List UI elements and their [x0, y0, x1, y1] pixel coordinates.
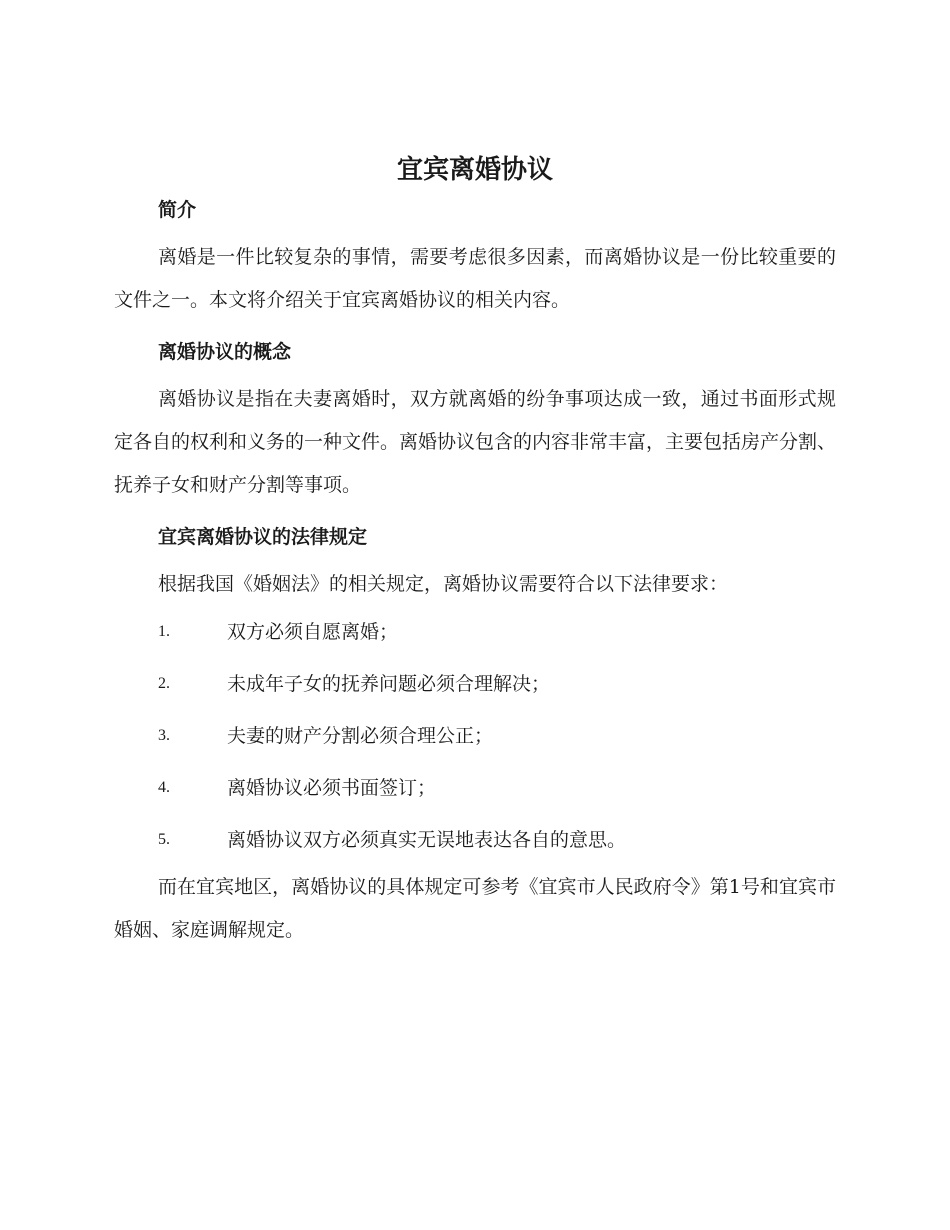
- section-heading-intro: 简介: [158, 199, 197, 221]
- list-item-text: 双方必须自愿离婚；: [227, 621, 399, 643]
- list-item-text: 未成年子女的抚养问题必须合理解决；: [227, 673, 551, 695]
- list-item-number: 1.: [158, 623, 170, 640]
- list-item: [114, 710, 836, 762]
- list-item-number: 3.: [158, 727, 170, 744]
- section-paragraph-concept: 离婚协议是指在夫妻离婚时，双方就离婚的纷争事项达成一致，通过书面形式规定各自的权利和义务的一种文件。离婚协议包含的内容非常丰富，主要包括房产分割、抚养子女和财产分割等事项。: [114, 388, 837, 496]
- list-item: [114, 814, 836, 866]
- section-paragraph-intro: 离婚是一件比较复杂的事情，需要考虑很多因素，而离婚协议是一份比较重要的文件之一。本文将介绍关于宜宾离婚协议的相关内容。: [114, 246, 836, 311]
- document-body: [114, 192, 836, 952]
- list-item-number: 4.: [158, 779, 170, 796]
- section-intro-legal: 根据我国《婚姻法》的相关规定，离婚协议需要符合以下法律要求：: [158, 573, 729, 595]
- list-item-text: 离婚协议双方必须真实无误地表达各自的意思。: [227, 829, 627, 851]
- list-item-text: 离婚协议必须书面签订；: [227, 777, 437, 799]
- section-heading-concept: 离婚协议的概念: [158, 341, 292, 363]
- requirements-list: [114, 606, 836, 866]
- list-item: [114, 762, 836, 814]
- list-item: [114, 658, 836, 710]
- list-item-number: 5.: [158, 831, 170, 848]
- list-item-text: 夫妻的财产分割必须合理公正；: [227, 725, 494, 747]
- section-heading-legal: 宜宾离婚协议的法律规定: [158, 526, 368, 548]
- list-item-number: 2.: [158, 675, 170, 692]
- document-title: 宜宾离婚协议: [396, 155, 553, 185]
- section-closing-legal: 而在宜宾地区，离婚协议的具体规定可参考《宜宾市人民政府令》第1号和宜宾市婚姻、家庭调解规定。: [114, 876, 836, 941]
- list-item: [114, 606, 836, 658]
